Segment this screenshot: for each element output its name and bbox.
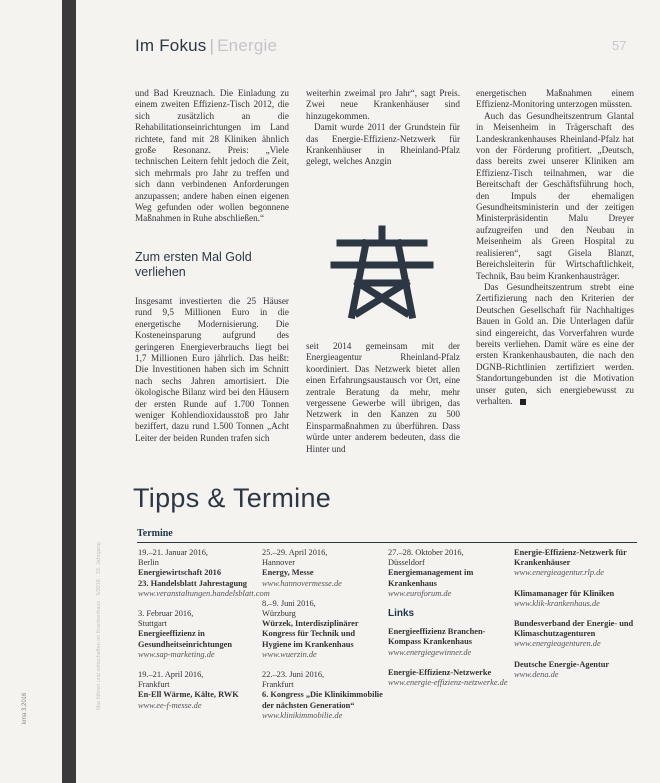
event-name: Energiewirtschaft 2016 bbox=[138, 568, 222, 578]
end-of-article-mark bbox=[520, 399, 526, 405]
link-url[interactable]: www.energieagenturen.de bbox=[514, 639, 601, 649]
section-separator: | bbox=[209, 36, 215, 55]
event-date: 25.–29. April 2016, bbox=[262, 548, 328, 557]
link-item bbox=[514, 660, 636, 680]
termine-column-2 bbox=[262, 548, 384, 731]
paragraph: energetischen Maßnahmen einem Effizienz-Monitoring unterzogen müssten. bbox=[476, 88, 634, 110]
event-url[interactable]: www.hannovermesse.de bbox=[262, 578, 342, 588]
paragraph: und Bad Kreuznach. Die Einladung zu einem zweiten Effizienz-Tisch 2012, die sich zusätzlich an die Rehabilitationseinrichtungen im Land richtete, fand mit 28 Kliniken ähnlich große Resonanz. Preis: „Viele technischen Leitern fehlt jedoch die Zeit, sich mehrmals pro Jahr zu treffen und sich dann verbindenen Anforderungen anzupassen; andere haben einen eigenen Weg gefunden oder wollen begonnene Maßnahmen in Ruhe abschließen.“ bbox=[135, 88, 289, 224]
power-pylon-icon bbox=[330, 225, 434, 320]
article-column-1-top bbox=[135, 88, 289, 225]
event-url[interactable]: www.veranstaltungen.handelsblatt.com bbox=[138, 588, 270, 598]
event-date: 19.–21. Januar 2016, bbox=[138, 548, 209, 557]
event-url[interactable]: www.klinikimmobilie.de bbox=[262, 710, 343, 720]
article-column-1-bottom bbox=[135, 296, 289, 444]
link-url[interactable]: www.energiegewinner.de bbox=[388, 647, 472, 657]
event-item bbox=[388, 548, 510, 599]
event-date: 22.–23. Juni 2016, bbox=[262, 670, 325, 680]
link-name: Energie-Effizienz-Netzwerk für Krankenhäuser bbox=[514, 548, 627, 568]
paragraph: Auch das Gesundheitszentrum Glantal in Meisenheim in Trägerschaft des Landeskrankenhauses Rheinland-Pfalz hat von der Förderung profitiert. „Deutsch, dass bereits zwei unserer Kliniken am Effizienz-Tisch teilnahmen, war die Bereitschaft der Geschäftsführung hoch, den Impuls der ehemaligen Gesundheitsministerin und der zeitigen Ministerpräsidentin Malu Dreyer aufzugreifen und den Neubau in Meisenheim als Green Hospital zu realisieren“, sagt Gisela Blanzt, Bereichsleiterin für Wirtschaftlichkeit, Technik, Bau beim Krankenhausträger. bbox=[476, 110, 634, 281]
event-name: Energy, Messe bbox=[262, 568, 314, 578]
article-column-3 bbox=[476, 88, 634, 407]
event-place: Frankfurt bbox=[138, 680, 170, 690]
tipps-heading: Tipps & Termine bbox=[133, 483, 332, 513]
event-name: En-Ell Wärme, Kälte, RWK bbox=[138, 690, 239, 700]
event-place: Stuttgart bbox=[138, 619, 167, 629]
event-item bbox=[262, 548, 384, 589]
paragraph: weiterhin zweimal pro Jahr“, sagt Preis. Zwei neue Krankenhäuser sind hinzugekommen. bbox=[306, 88, 460, 121]
event-place: Düsseldorf bbox=[388, 558, 425, 568]
link-name: Klimamanager für Kliniken bbox=[514, 588, 615, 598]
termine-column-3 bbox=[388, 548, 510, 698]
termine-label: Termine bbox=[137, 528, 173, 539]
link-name: Bundesverband der Energie- und Klimaschutzagenturen bbox=[514, 619, 634, 639]
event-item bbox=[138, 548, 270, 599]
link-url[interactable]: www.energieagentur.rlp.de bbox=[514, 568, 605, 578]
side-journal-label: f&w führen und wirtschaften im Krankenhaus · 3/2016 · 33. Jahrgang bbox=[96, 542, 102, 710]
event-extra: 23. Handelsblatt Jahrestagung bbox=[138, 578, 247, 588]
event-place: Hannover bbox=[262, 558, 296, 568]
event-name: Würzek, Interdisziplinärer Kongress für Technik und Hygiene im Krankenhaus bbox=[262, 619, 359, 649]
section-header bbox=[135, 36, 277, 56]
link-item bbox=[514, 619, 636, 650]
link-url[interactable]: www.dena.de bbox=[514, 669, 559, 679]
link-name: Energie-Effizienz-Netzwerke bbox=[388, 667, 492, 677]
event-url[interactable]: www.ee-f-messe.de bbox=[138, 700, 202, 710]
article-column-2-top bbox=[306, 88, 460, 168]
event-place: Berlin bbox=[138, 558, 159, 568]
links-heading: Links bbox=[388, 608, 415, 620]
link-name: Energieeffizienz Branchen-Kompass Krankenhaus bbox=[388, 627, 486, 647]
link-name: Deutsche Energie-Agentur bbox=[514, 659, 610, 669]
event-item bbox=[262, 599, 384, 660]
link-item bbox=[388, 668, 510, 688]
event-date: 27.–28. Oktober 2016, bbox=[388, 548, 464, 557]
event-date: 19.–21. April 2016, bbox=[138, 670, 204, 680]
event-name: Energiemanagement im Krankenhaus bbox=[388, 568, 474, 588]
paragraph: Insgesamt investierten die 25 Häuser rund 9,5 Millionen Euro in die energetische Modernisierung. Die Kosteneinsparung aufgrund des geringeren Energieverbrauchs liegt bei 1,7 Millionen Euro jährlich. Das heißt: Die Investitionen haben sich im Schnitt nach sechs Jahren amortisiert. Die ökologische Bilanz wird bei den Häusern der ersten Runde auf 1.700 Tonnen weniger Kohlendioxidausstoß pro Jahr beziffert, dazu rund 1.500 Tonnen „Acht Leiter der beiden Runden trafen sich bbox=[135, 296, 289, 443]
link-item bbox=[514, 548, 636, 579]
paragraph: Damit wurde 2011 der Grundstein für das Energie-Effizienz-Netzwerk für Krankenhäuser in Rheinland-Pfalz gelegt, welches Anzgin bbox=[306, 122, 460, 167]
section-subtitle: Energie bbox=[217, 36, 278, 55]
event-date: 8.–9. Juni 2016, bbox=[262, 598, 316, 608]
page-number: 57 bbox=[612, 38, 627, 53]
link-url[interactable]: www.klik-krankenhaus.de bbox=[514, 598, 600, 608]
event-name: 6. Kongress „Die Klinikimmobilie der nächsten Generation“ bbox=[262, 690, 383, 710]
paragraph bbox=[476, 282, 634, 407]
event-url[interactable]: www.sap-marketing.de bbox=[138, 649, 215, 659]
event-place: Frankfurt bbox=[262, 680, 294, 690]
event-item bbox=[138, 609, 260, 660]
link-url[interactable]: www.energie-effizienz-netzwerke.de bbox=[388, 678, 508, 688]
article-column-2-bottom bbox=[306, 341, 460, 455]
termine-column-4 bbox=[514, 548, 636, 690]
side-issue-label: kma 3.2016 bbox=[22, 692, 28, 724]
termine-column-1 bbox=[138, 548, 270, 721]
event-url[interactable]: www.euroforum.de bbox=[388, 588, 452, 598]
paragraph-text: Das Gesundheitszentrum strebt eine Zertifizierung nach den Kriterien der Deutschen Gesellschaft für Nachhaltiges Bauen in Gold an. Die Unterlagen dafür sind eingereicht, das Vorverfahren wurde bereits verliehen. Damit wäre es eine der ersten Krankenhausbauten, die nach den DGNB-Richtlinien zertifiziert werden. Standortungebunden ist die Motivation unser guten, sich energiebewusst zu verhalten. bbox=[476, 281, 634, 406]
event-place: Würzburg bbox=[262, 609, 296, 619]
event-date: 3. Februar 2016, bbox=[138, 609, 194, 619]
event-name: Energieeffizienz in Gesundheitseinrichtungen bbox=[138, 629, 233, 649]
event-item bbox=[262, 670, 384, 721]
termine-rule bbox=[137, 542, 637, 543]
link-item bbox=[388, 627, 510, 658]
section-title: Im Fokus bbox=[135, 36, 207, 55]
left-edge-bar bbox=[62, 0, 76, 783]
article-subheading: Zum ersten Mal Gold verliehen bbox=[135, 250, 252, 279]
paragraph: seit 2014 gemeinsam mit der Energieagentur Rheinland-Pfalz koordiniert. Das Netzwerk bietet allen einen Erfahrungsaustausch vor Ort, eine zentrale Beratung da mehr, mehr vergessene Gewerbe will übrigen, das Netzwerk in den Kanzen zu 500 Einsparmaßnahmen zu überführen. Dass würde unter anderem bedeuten, dass die Hinter und bbox=[306, 341, 460, 454]
event-url[interactable]: www.wuerzin.de bbox=[262, 649, 317, 659]
event-item bbox=[138, 670, 260, 711]
link-item bbox=[514, 589, 636, 609]
